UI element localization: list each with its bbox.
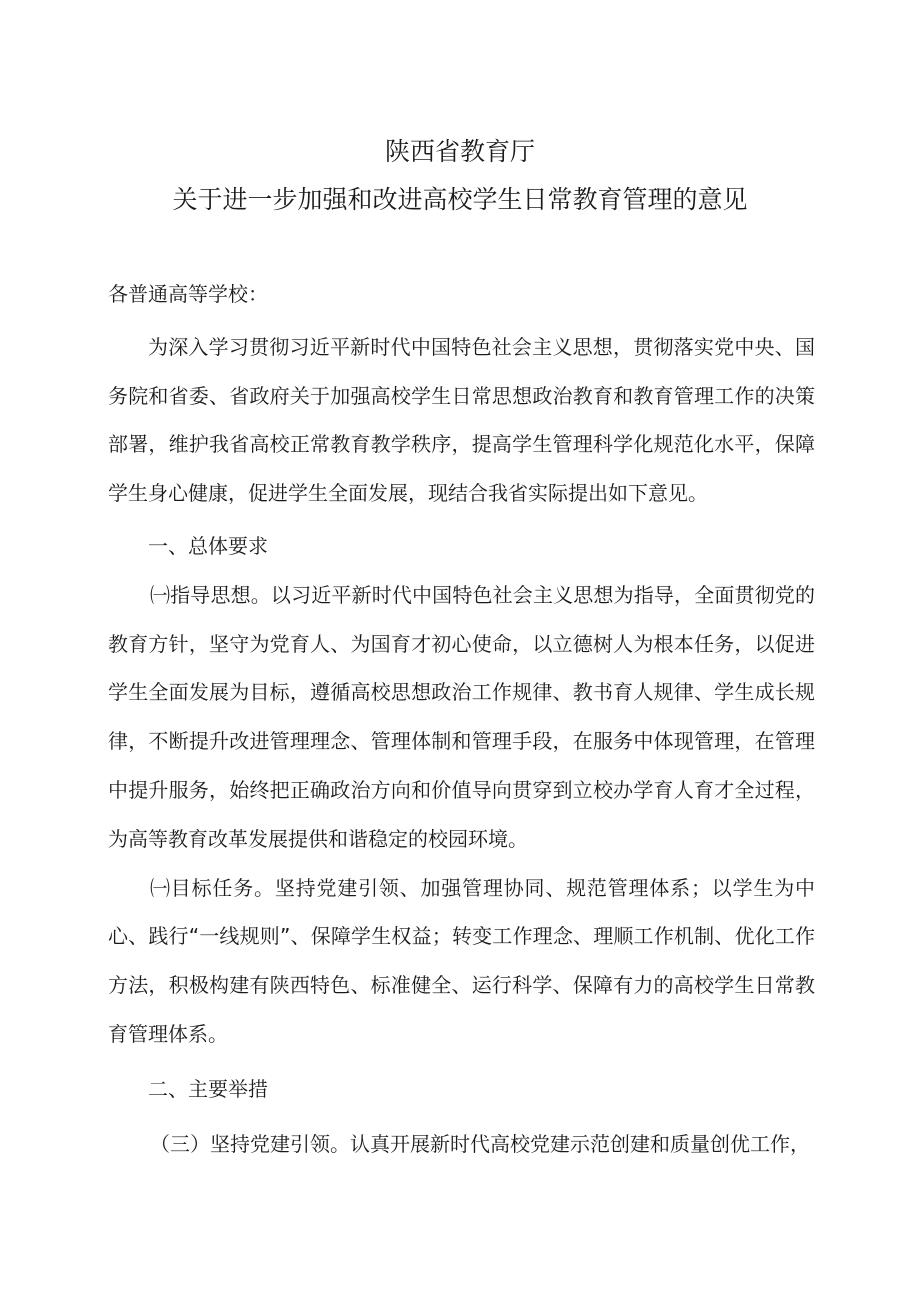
paragraph-guiding-ideology: ㈠指导思想。以习近平新时代中国特色社会主义思想为指导，全面贯彻党的教育方针，坚守为党育人、为国育才初心使命，以立德树人为根本任务，以促进学生全面发展为目标，遵循高校思想政治工作规律、教书育人规律、学生成长规律，不断提升改进管理理念、管理体制和管理手段，在服务中体现管理，在管理中提升服务，始终把正确政治方向和价值导向贯穿到立校办学育人育才全过程，为高等教育改革发展提供和谐稳定的校园环境。 — [108, 582, 815, 851]
paragraph-party-building: （三）坚持党建引领。认真开展新时代高校党建示范创建和质量创优工作， — [150, 1131, 810, 1156]
paragraph-goals-tasks: ㈠目标任务。坚持党建引领、加强管理协同、规范管理体系；以学生为中心、践行“一线规则”、保障学生权益；转变工作理念、理顺工作机制、优化工作方法，积极构建有陕西特色、标准健全、运行科学、保障有力的高校学生日常教育管理体系。 — [108, 875, 815, 1046]
document-title-subject: 关于进一步加强和改进高校学生日常教育管理的意见 — [172, 185, 748, 214]
document-body — [108, 270, 815, 1168]
intro-paragraph: 为深入学习贯彻习近平新时代中国特色社会主义思想，贯彻落实党中央、国务院和省委、省政府关于加强高校学生日常思想政治教育和教育管理工作的决策部署，维护我省高校正常教育教学秩序，提高学生管理科学化规范化水平，保障学生身心健康，促进学生全面发展，现结合我省实际提出如下意见。 — [108, 334, 815, 506]
document-title-issuer: 陕西省教育厅 — [384, 137, 535, 166]
section-heading-general-requirements: 一、总体要求 — [148, 533, 268, 558]
section-heading-main-measures: 二、主要举措 — [148, 1076, 268, 1101]
salutation: 各普通高等学校： — [108, 282, 268, 306]
